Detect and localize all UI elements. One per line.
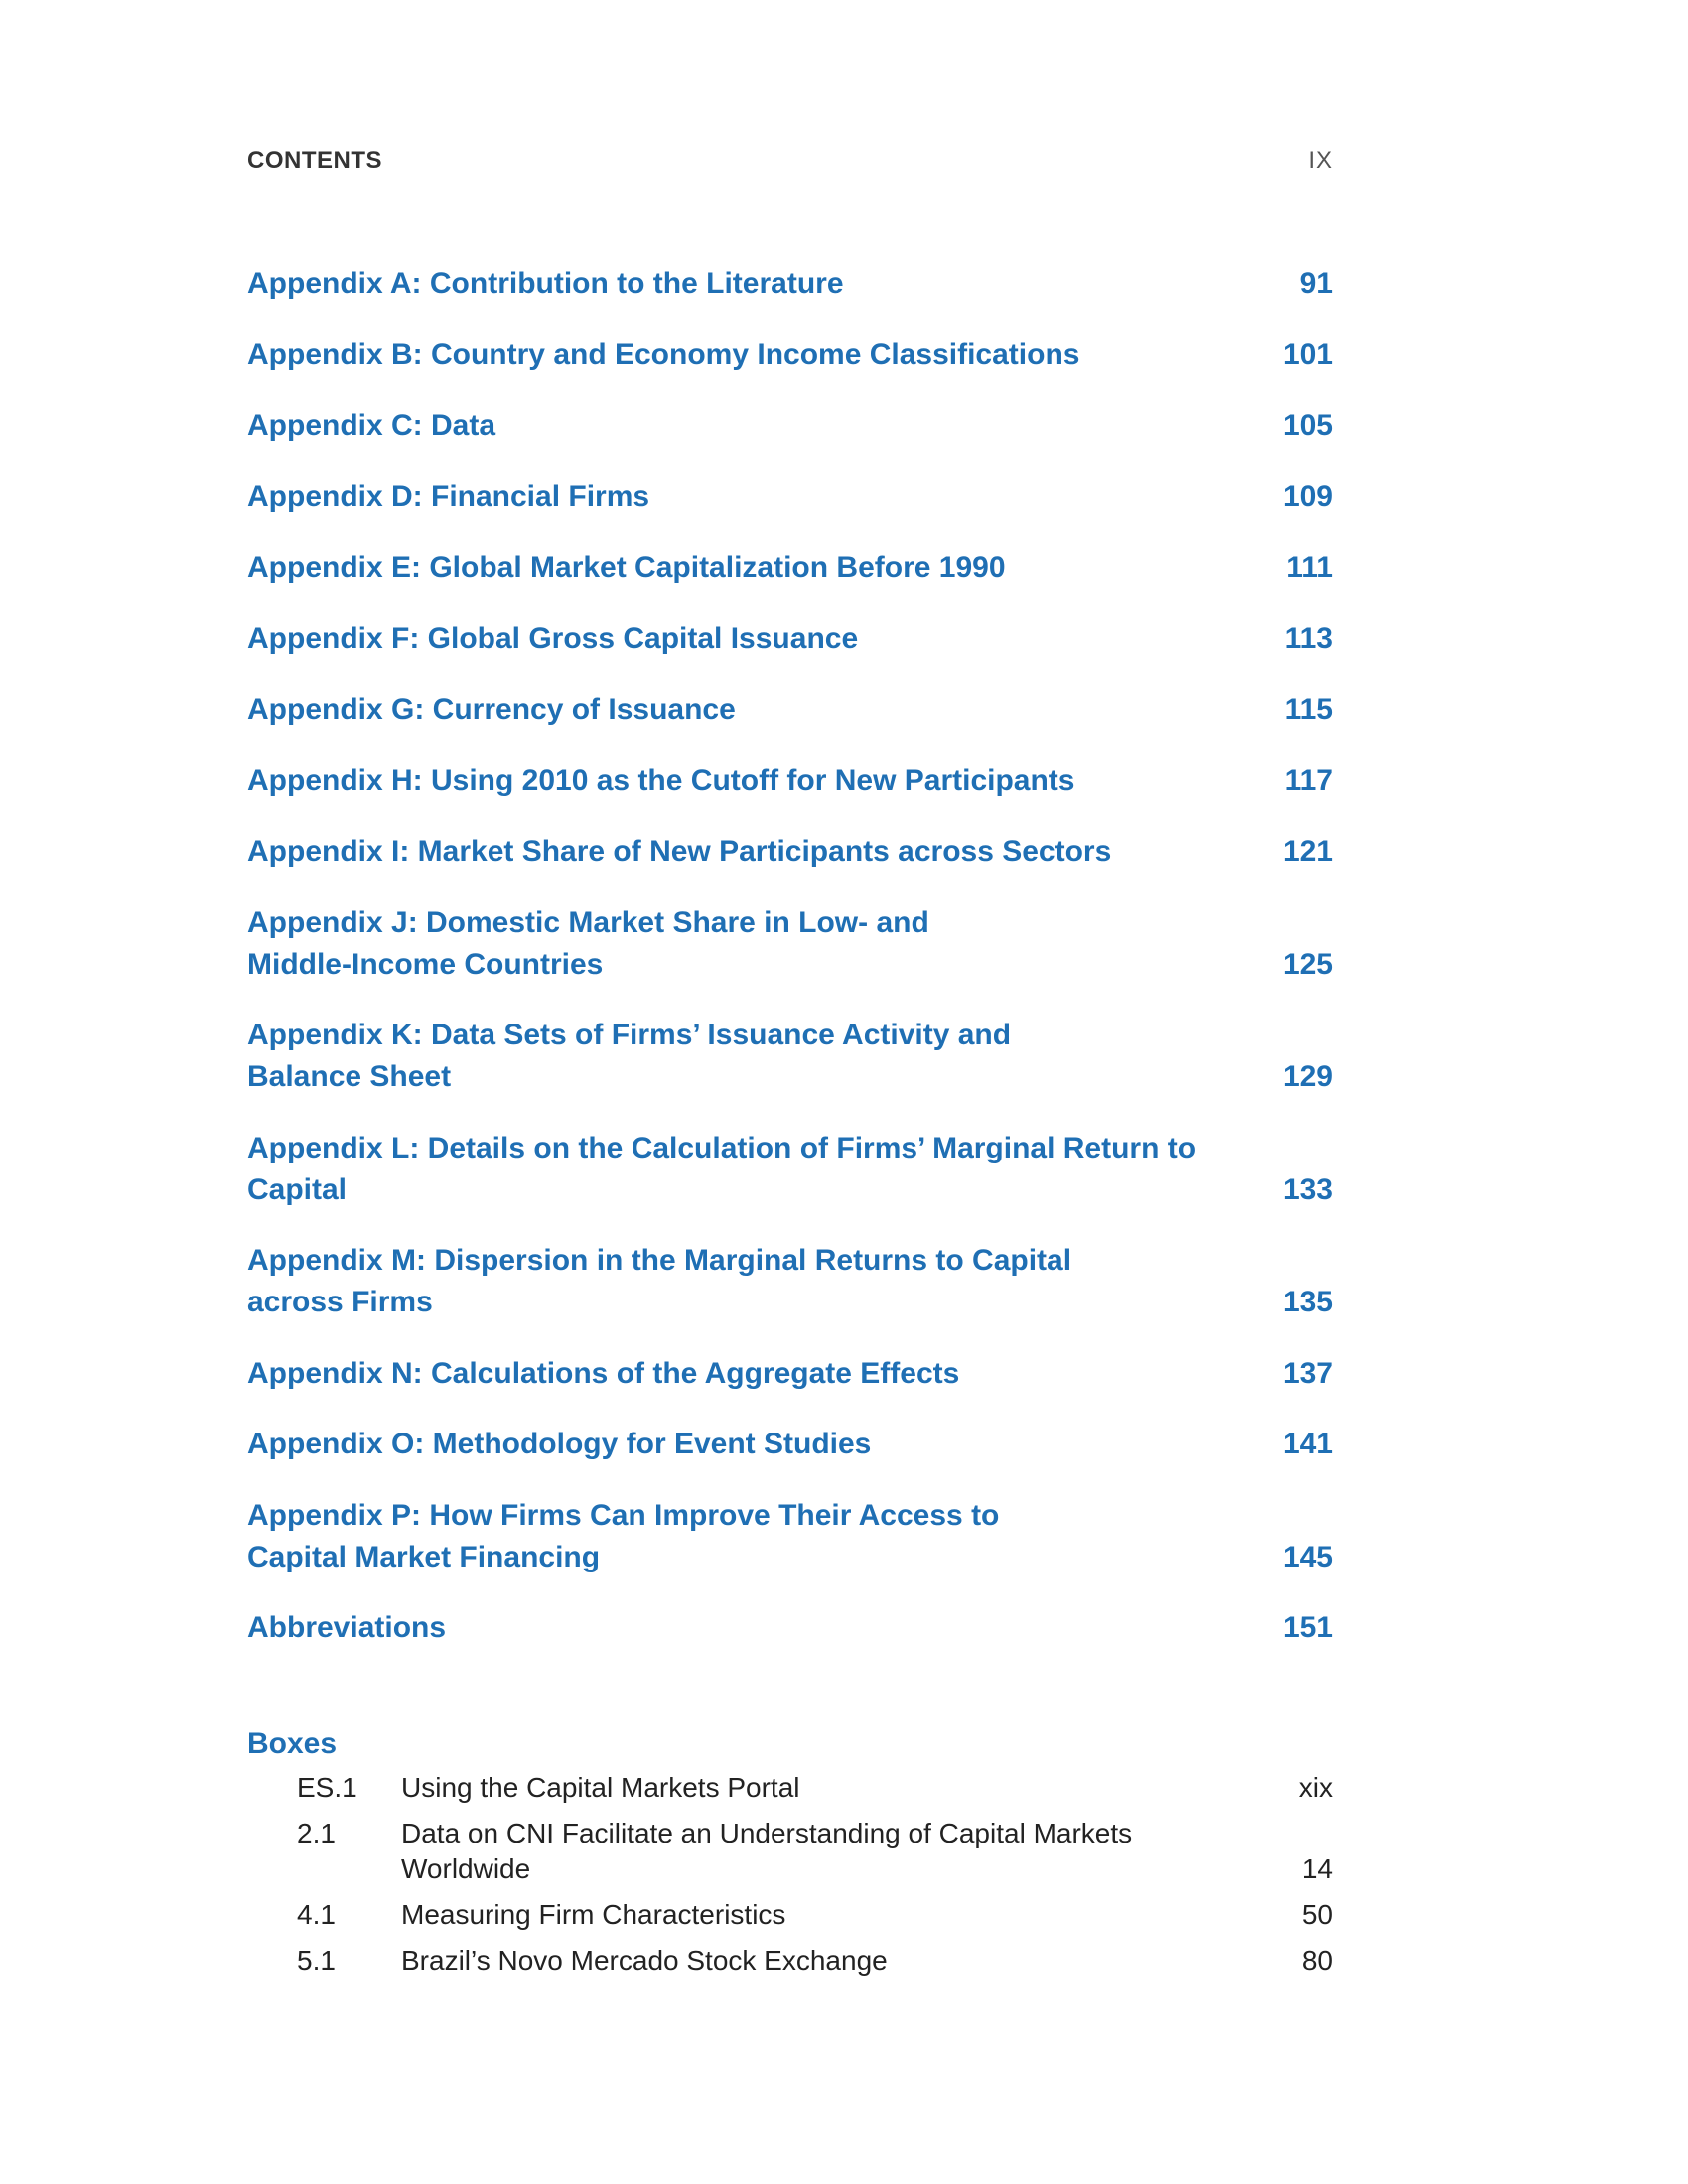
toc-entry-page: 113	[1284, 621, 1333, 655]
toc-entry-appendix-i[interactable]	[247, 831, 1333, 873]
toc-entry-abbreviations[interactable]	[247, 1607, 1333, 1649]
toc-entry-title: Appendix L: Details on the Calculation of Firms’ Marginal Return to Capital	[247, 1131, 1196, 1206]
toc-entry-appendix-m[interactable]	[247, 1240, 1333, 1323]
toc-entry-title: Appendix A: Contribution to the Literature	[247, 267, 844, 300]
toc-entry-title: Appendix B: Country and Economy Income Classifications	[247, 338, 1080, 371]
box-title: Using the Capital Markets Portal	[401, 1772, 800, 1803]
box-entry[interactable]	[247, 1897, 1333, 1933]
toc-entry-page: 137	[1282, 1356, 1333, 1390]
toc-entry-title: Appendix E: Global Market Capitalization Before 1990	[247, 551, 1006, 584]
box-page: 80	[1301, 1945, 1333, 1976]
toc-entry-appendix-c[interactable]	[247, 405, 1333, 447]
box-title: Brazil’s Novo Mercado Stock Exchange	[401, 1945, 888, 1976]
toc-entry-appendix-h[interactable]	[247, 760, 1333, 802]
toc-entry-title: Appendix P: How Firms Can Improve Their Access to Capital Market Financing	[247, 1498, 1000, 1573]
toc-entry-title: Appendix G: Currency of Issuance	[247, 693, 736, 726]
toc-entry-page: 133	[1282, 1172, 1333, 1206]
toc-entry-page: 115	[1284, 693, 1333, 726]
toc-entry-page: 145	[1282, 1540, 1333, 1573]
toc-entry-appendix-l[interactable]	[247, 1128, 1333, 1211]
toc-entry-page: 105	[1282, 409, 1333, 442]
box-entry[interactable]	[247, 1816, 1333, 1887]
box-entry[interactable]	[247, 1770, 1333, 1806]
toc-entry-title: Appendix J: Domestic Market Share in Low- and Middle-Income Countries	[247, 905, 929, 981]
toc-entry-title: Appendix C: Data	[247, 409, 496, 442]
toc-entry-page: 111	[1286, 551, 1333, 584]
toc-entry-appendix-e[interactable]	[247, 547, 1333, 589]
toc-entry-page: 121	[1282, 835, 1333, 868]
toc-entry-title: Appendix D: Financial Firms	[247, 479, 650, 513]
toc-entry-page: 125	[1282, 947, 1333, 981]
toc-entry-title: Appendix K: Data Sets of Firms’ Issuance Activity and Balance Sheet	[247, 1019, 1012, 1093]
box-page: 50	[1301, 1899, 1333, 1930]
toc-entry-appendix-j[interactable]	[247, 902, 1333, 986]
page-number: IX	[1308, 147, 1333, 174]
toc-entry-title: Appendix F: Global Gross Capital Issuance	[247, 621, 859, 655]
toc-entry-page: 101	[1282, 338, 1333, 371]
toc-entry-page: 141	[1282, 1428, 1333, 1460]
box-number: ES.1	[297, 1772, 357, 1803]
toc-entry-page: 129	[1282, 1060, 1333, 1093]
boxes-heading: Boxes	[247, 1727, 338, 1760]
running-head	[247, 147, 1333, 175]
toc-entry-appendix-a[interactable]	[247, 263, 1333, 305]
toc-entry-title: Appendix H: Using 2010 as the Cutoff for New Participants	[247, 763, 1075, 797]
toc-entry-title: Appendix I: Market Share of New Participants across Sectors	[247, 835, 1112, 868]
toc-entry-title: Appendix O: Methodology for Event Studies	[247, 1428, 872, 1460]
box-number: 4.1	[297, 1899, 336, 1930]
box-title: Measuring Firm Characteristics	[401, 1899, 786, 1930]
section-label: CONTENTS	[247, 147, 382, 174]
table-of-contents	[247, 263, 1333, 1679]
toc-entry-appendix-k[interactable]	[247, 1015, 1333, 1098]
toc-entry-appendix-b[interactable]	[247, 335, 1333, 376]
box-page: 14	[1301, 1853, 1333, 1884]
toc-entry-page: 91	[1299, 267, 1333, 300]
toc-entry-title: Abbreviations	[247, 1611, 447, 1644]
toc-entry-appendix-g[interactable]	[247, 689, 1333, 731]
toc-entry-appendix-f[interactable]	[247, 618, 1333, 660]
box-entry[interactable]	[247, 1943, 1333, 1979]
box-number: 5.1	[297, 1945, 336, 1976]
box-page: xix	[1298, 1772, 1333, 1803]
toc-entry-appendix-n[interactable]	[247, 1353, 1333, 1395]
toc-entry-title: Appendix M: Dispersion in the Marginal Returns to Capital across Firms	[247, 1244, 1072, 1318]
toc-entry-page: 117	[1284, 763, 1333, 797]
boxes-list	[247, 1724, 1333, 1988]
box-number: 2.1	[297, 1818, 336, 1848]
toc-entry-appendix-p[interactable]	[247, 1495, 1333, 1578]
toc-entry-page: 151	[1282, 1611, 1333, 1644]
toc-entry-appendix-d[interactable]	[247, 477, 1333, 518]
box-title: Data on CNI Facilitate an Understanding of Capital Markets Worldwide	[401, 1818, 1133, 1884]
toc-entry-page: 135	[1282, 1286, 1333, 1318]
toc-entry-title: Appendix N: Calculations of the Aggregate Effects	[247, 1356, 960, 1390]
toc-entry-page: 109	[1282, 479, 1333, 513]
toc-entry-appendix-o[interactable]	[247, 1424, 1333, 1465]
